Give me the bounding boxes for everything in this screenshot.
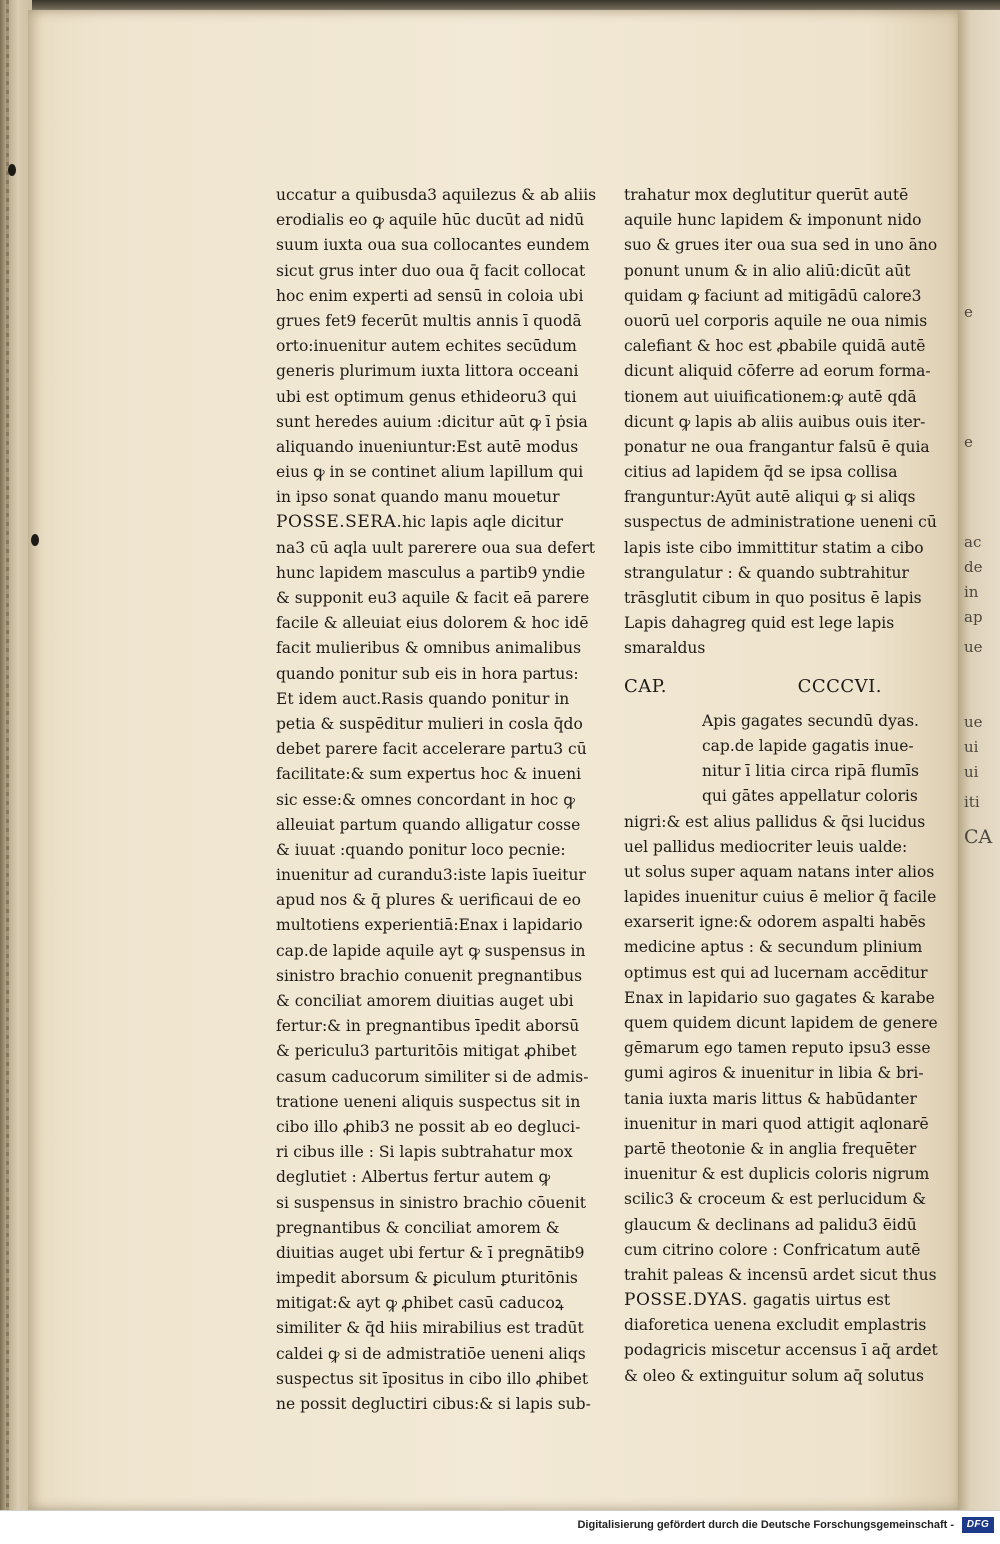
- text-line: dicunt aliquid cōferre ad eorum forma-: [624, 362, 931, 381]
- text-line: cum citrino colore : Confricatum autē: [624, 1240, 921, 1259]
- text-line: sunt heredes auium :dicitur aūt ꝙ ī ṗsia: [276, 412, 588, 431]
- text-line: fertur:& in pregnantibus īpedit aborsū: [276, 1017, 580, 1036]
- text-line: suspectus sit īpositus in cibo illo ꝓhibet: [276, 1369, 589, 1388]
- text-line: strangulatur : & quando subtrahitur: [624, 563, 909, 582]
- text-line: hoc enim experti ad sensū in coloia ubi: [276, 286, 584, 305]
- text-line: partē theotonie & in anglia frequēter: [624, 1139, 917, 1158]
- text-line: franguntur:Ayūt autē aliqui ꝙ si aliqs: [624, 488, 916, 507]
- text-span: gagatis uirtus est: [752, 1291, 891, 1310]
- text-line: & periculu3 parturitōis mitigat ꝓhibet: [276, 1042, 577, 1061]
- text-line: nitur ī litia circa ripā flumīs: [702, 762, 919, 781]
- text-line: cibo illo ꝓhib3 ne possit ab eo degluci-: [276, 1117, 581, 1136]
- next-page-fragment: iti: [964, 793, 980, 811]
- left-text-column: [276, 183, 597, 1417]
- text-line: gēmarum ego tamen reputo ipsu3 esse: [624, 1039, 931, 1058]
- binding-hole: [8, 164, 16, 176]
- next-page-fragment: de: [964, 558, 983, 576]
- text-line: qui gātes appellatur coloris: [702, 787, 918, 806]
- next-page-fragment: e: [964, 303, 973, 321]
- text-line: casum caducorum similiter si de admis-: [276, 1067, 589, 1086]
- text-line: ut solus super aquam natans inter alios: [624, 862, 935, 881]
- chapter-number: CCCCVI.: [797, 675, 882, 697]
- text-line: cap.de lapide aquile ayt ꝙ suspensus in: [276, 941, 586, 960]
- text-line: ponatur ne oua frangantur falsū ē quia: [624, 437, 930, 456]
- text-line: Lapis dahagreg quid est lege lapis: [624, 614, 895, 633]
- next-page-fragment: e: [964, 433, 973, 451]
- text-line: na3 cū aqla uult parerere oua sua defert: [276, 538, 596, 557]
- text-line: facit mulieribus & omnibus animalibus: [276, 639, 582, 658]
- text-line: & iuuat :quando ponitur loco pecnie:: [276, 840, 566, 859]
- text-line: tratione ueneni aliquis suspectus sit in: [276, 1092, 581, 1111]
- text-line: orto:inuenitur autem echites secūdum: [276, 337, 577, 356]
- text-line: lapides inuenitur cuius ē melior q̄ facile: [624, 888, 937, 907]
- text-line: si suspensus in sinistro brachio cōuenit: [276, 1193, 586, 1212]
- text-line: similiter & q̄d hiis mirabilius est tradūt: [276, 1319, 584, 1338]
- text-line: cap.de lapide gagatis inue-: [702, 736, 914, 755]
- text-line: suum iuxta oua sua collocantes eundem: [276, 236, 590, 255]
- text-line: Et idem auct.Rasis quando ponitur in: [276, 689, 570, 708]
- text-line: [276, 510, 564, 535]
- text-line: inuenitur & est duplicis coloris nigrum: [624, 1165, 930, 1184]
- text-line: & supponit eu3 aquile & facit eā parere: [276, 589, 590, 607]
- text-line: facilitate:& sum expertus hoc & inueni: [276, 765, 582, 784]
- text-span: hic lapis aqle dicitur: [402, 513, 564, 532]
- text-line: calefiant & hoc est ꝓbabile quidā autē: [624, 337, 926, 356]
- text-line: multotiens experientiā:Enax i lapidario: [276, 916, 583, 935]
- next-page-fragment: ui: [964, 763, 979, 781]
- text-line: ubi est optimum genus ethideoru3 qui: [276, 387, 577, 406]
- text-line: nigri:& est alius pallidus & q̄si lucidus: [624, 812, 926, 831]
- text-line: ponunt unum & in alio aliū:dicūt aūt: [624, 261, 911, 280]
- text-line: scilic3 & croceum & est perlucidum &: [624, 1190, 927, 1209]
- next-page-fragment: ui: [964, 738, 979, 756]
- text-line: & conciliat amorem diuitias auget ubi: [276, 992, 574, 1010]
- text-line: medicine aptus : & secundum plinium: [624, 938, 923, 957]
- text-line: glaucum & declinans ad palidu3 ēidū: [624, 1215, 917, 1234]
- text-line: inuenitur ad curandu3:iste lapis īueitur: [276, 866, 586, 885]
- text-line: uel pallidus mediocriter leuis ualde:: [624, 837, 908, 856]
- text-line: quando ponitur sub eis in hora partus:: [276, 664, 579, 683]
- text-line: gumi agiros & inuenitur in libia & bri-: [624, 1064, 924, 1083]
- section-label-posse-sera: POSSE.SERA.: [276, 512, 403, 533]
- text-line: trahit paleas & incensū ardet sicut thus: [624, 1265, 937, 1284]
- text-line: sic esse:& omnes concordant in hoc ꝙ: [276, 790, 575, 809]
- text-line: smaraldus: [624, 639, 706, 658]
- text-line: tania iuxta maris littus & habūdanter: [624, 1089, 917, 1108]
- text-line: tionem aut uiuificationem:ꝙ autē qdā: [624, 387, 917, 406]
- text-line: deglutiet : Albertus fertur autem ꝙ: [276, 1168, 551, 1187]
- digitization-footer: [0, 1510, 1000, 1544]
- text-line: inuenitur in mari quod attigit aqlonarē: [624, 1114, 929, 1133]
- text-line: optimus est qui ad lucernam accēditur: [624, 963, 928, 982]
- next-page-fragment: ue: [964, 713, 983, 731]
- text-line: erodialis eo ꝙ aquile hūc ducūt ad nidū: [276, 211, 585, 230]
- footer-credit: Digitalisierung gefördert durch die Deutsche Forschungsgemeinschaft -: [577, 1519, 954, 1531]
- next-page-fragment: CA: [964, 826, 993, 848]
- text-line: [624, 1288, 891, 1313]
- dfg-logo: DFG: [962, 1517, 994, 1533]
- text-line: Enax in lapidario suo gagates & karabe: [624, 988, 935, 1007]
- page-stack: [6, 0, 9, 1510]
- text-line: aquile hunc lapidem & imponunt nido: [624, 211, 922, 230]
- next-page-fragment: in: [964, 583, 979, 601]
- text-line: exarserit igne:& odorem aspalti habēs: [624, 913, 926, 932]
- text-line: aliquando inueniuntur:Est autē modus: [276, 437, 579, 456]
- text-line: lapis iste cibo immittitur statim a cibo: [624, 538, 924, 557]
- text-line: dicunt ꝙ lapis ab aliis auibus ouis iter-: [624, 412, 926, 431]
- text-line: podagricis miscetur accensus ī aq̄ ardet: [624, 1341, 938, 1360]
- text-line: eius ꝙ in se continet alium lapillum qui: [276, 463, 584, 482]
- text-line: uccatur a quibusda3 aquilezus & ab aliis: [276, 186, 597, 204]
- text-line: diuitias auget ubi fertur & ī pregnātib9: [276, 1243, 585, 1262]
- text-line: sicut grus inter duo oua q̄ facit collocat: [276, 261, 586, 280]
- text-line: citius ad lapidem q̄d se ipsa collisa: [624, 463, 898, 482]
- next-page-edge: [958, 10, 1000, 1520]
- text-line: facile & alleuiat eius dolorem & hoc idē: [276, 614, 589, 633]
- text-line: grues fet9 fecerūt multis annis ī quodā: [276, 311, 582, 330]
- text-line: in ipso sonat quando manu mouetur: [276, 488, 560, 507]
- next-page-fragment: ue: [964, 638, 983, 656]
- text-line: petia & suspēditur mulieri in cosla q̄do: [276, 714, 583, 733]
- next-page-fragment: ac: [964, 533, 982, 551]
- chapter-label: CAP.: [624, 675, 667, 697]
- text-line: suspectus de administratione ueneni cū: [624, 513, 937, 532]
- text-line: quem quidem dicunt lapidem de genere: [624, 1014, 938, 1033]
- text-line: hunc lapidem masculus a partib9 yndie: [276, 563, 586, 582]
- text-line: impedit aborsum & ꝑiculum ꝑturitōnis: [276, 1269, 578, 1288]
- text-line: ri cibus ille : Si lapis subtrahatur mox: [276, 1143, 573, 1162]
- next-page-fragment: ap: [964, 608, 983, 626]
- section-label-posse-dyas: POSSE.DYAS.: [624, 1290, 748, 1311]
- text-line: & oleo & extinguitur solum aq̄ solutus: [624, 1366, 924, 1385]
- text-line: mitigat:& ayt ꝙ ꝓhibet casū caducoꝝ: [276, 1294, 564, 1313]
- text-line: ouorū uel corporis aquile ne oua nimis: [624, 311, 928, 330]
- text-line: alleuiat partum quando alligatur cosse: [276, 815, 581, 834]
- text-line: diaforetica uenena excludit emplastris: [624, 1316, 927, 1335]
- text-line: ne possit degluctiri cibus:& si lapis sub-: [276, 1395, 591, 1413]
- text-line: suo & grues iter oua sua sed in uno āno: [624, 236, 938, 255]
- text-line: trāsglutit cibum in quo positus ē lapis: [624, 589, 922, 607]
- text-line: sinistro brachio conuenit pregnantibus: [276, 966, 583, 985]
- text-line: quidam ꝙ faciunt ad mitigādū calore3: [624, 286, 922, 305]
- right-text-column: [624, 183, 938, 1389]
- chapter-heading: [624, 674, 882, 699]
- text-line: caldei ꝙ si de admistratiōe ueneni aliqs: [276, 1344, 586, 1363]
- text-line: apud nos & q̄ plures & uerificaui de eo: [276, 891, 581, 910]
- text-line: trahatur mox deglutitur querūt autē: [624, 186, 909, 204]
- text-line: Apis gagates secundū dyas.: [702, 711, 919, 730]
- text-line: debet parere facit accelerare partu3 cū: [276, 740, 587, 759]
- text-line: generis plurimum iuxta littora occeani: [276, 362, 579, 381]
- text-line: pregnantibus & conciliat amorem &: [276, 1218, 560, 1237]
- binding-hole: [31, 534, 39, 546]
